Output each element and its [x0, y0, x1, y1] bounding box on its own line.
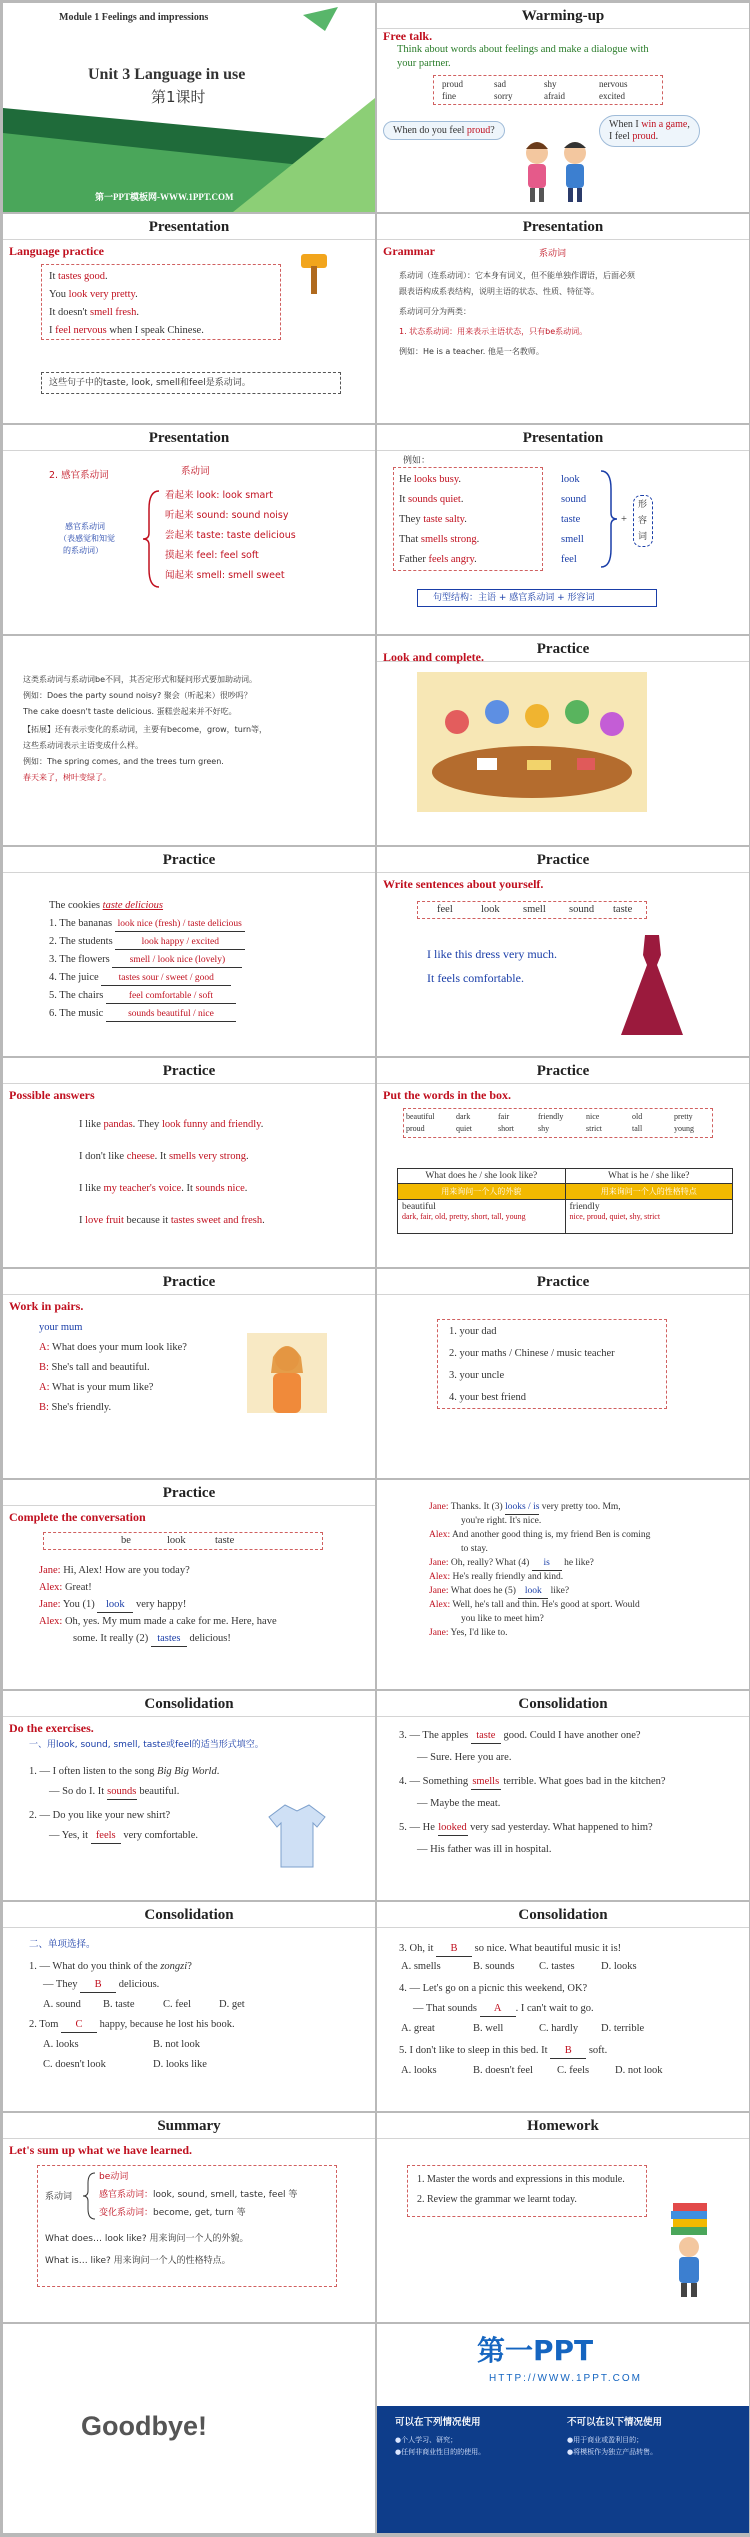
dialogue-line: Alex: Well, he's tall and thin. He's good at sport. Would [429, 1600, 640, 1610]
summary-label: 系动词 [45, 2192, 73, 2202]
slide-summary [3, 2113, 375, 2322]
slide-subtitle: Grammar [383, 244, 435, 258]
brace-icon [83, 2171, 97, 2221]
hammer-icon [287, 248, 337, 298]
summary-item: be动词 [99, 2172, 129, 2182]
question-reply: — So do I. It sounds beautiful. [49, 1785, 179, 1800]
slide-cover [3, 3, 375, 212]
dialogue-line: some. It really (2) tastes delicious! [73, 1632, 231, 1647]
question: 4. — Something smells terrible. What goes bad in the kitchen? [399, 1775, 666, 1790]
word: fair [498, 1112, 510, 1121]
forbidden-heading: 不可以在以下情况使用 [567, 2417, 663, 2428]
exercise-item: 1. The bananas look nice (fresh) / taste delicious [49, 917, 245, 932]
brand-text: 第一PPT模板网-WWW.1PPT.COM [95, 192, 234, 202]
option: A. smells [401, 1961, 441, 1972]
option: C. feels [557, 2065, 590, 2076]
note-line: 例如：The spring comes, and the trees turn green. [23, 757, 224, 766]
goodbye-text: Goodbye! [81, 2411, 207, 2441]
note-line: 【拓展】还有表示变化的系动词，主要有become，grow，turn等， [23, 725, 268, 734]
word: nice [586, 1112, 600, 1121]
option: D. looks [601, 1961, 637, 1972]
slide-consolidation-2 [377, 1691, 749, 1900]
question: 3. Oh, it B so nice. What beautiful music it is! [399, 1942, 621, 1957]
slide-subtitle: Put the words in the box. [383, 1088, 512, 1102]
slide-practice-completions [3, 847, 375, 1056]
slide-subtitle: Look and complete. [383, 650, 485, 664]
forbidden-line: ●用于商业或盈利目的； [567, 2436, 644, 2444]
verb-item: 尝起来 taste: taste delicious [165, 530, 296, 541]
answer-sentence: I love fruit because it tastes sweet and fresh. [79, 1215, 265, 1226]
note-line: 这类系动词与系动词be不同，其否定形式和疑问形式要加助动词。 [23, 675, 257, 684]
dialogue-line: Jane: You (1) look very happy! [39, 1598, 186, 1613]
word-table [397, 1168, 733, 1234]
brace-icon [143, 489, 163, 589]
slide-subtitle: Do the exercises. [9, 1721, 94, 1735]
slide-conversation-cont [377, 1480, 749, 1689]
slide-title: Presentation [3, 425, 375, 451]
word-box [433, 75, 663, 105]
option: C. hardly [539, 2023, 579, 2034]
question-reply: — They B delicious. [43, 1978, 159, 1993]
word: taste [613, 904, 633, 915]
dialogue-line: Alex: Oh, yes. My mum made a cake for me. Here, have [39, 1616, 277, 1627]
heading: 系动词 [181, 466, 210, 477]
question: 5. I don't like to sleep in this bed. It B soft. [399, 2044, 607, 2059]
dialogue-line: B: She's tall and beautiful. [39, 1362, 150, 1373]
slide-homework [377, 2113, 749, 2322]
slide-title: Practice [377, 636, 749, 662]
option: A. great [401, 2023, 435, 2034]
heading: 系动词 [539, 249, 567, 259]
slide-title: Practice [377, 847, 749, 873]
instruction: 二、单项选择。 [29, 1939, 96, 1950]
list-item: 2. your maths / Chinese / music teacher [449, 1348, 615, 1359]
slide-consolidation-4 [377, 1902, 749, 2111]
sentence: I feel nervous when I speak Chinese. [49, 325, 204, 336]
question: 2. Tom C happy, because he lost his book. [29, 2018, 235, 2033]
slide-possible-answers [3, 1058, 375, 1267]
word: proud [406, 1124, 425, 1133]
col-header: What does he / she look like? [398, 1169, 566, 1184]
word: excited [599, 91, 625, 101]
slide-title: Practice [3, 1480, 375, 1506]
list-item: 4. your best friend [449, 1392, 526, 1403]
grammar-line: 系动词（连系动词）：它本身有词义，但不能单独作谓语，后面必须 [399, 271, 635, 280]
shirt-picture [267, 1801, 327, 1871]
slide-write-sentences [377, 847, 749, 1056]
option: D. terrible [601, 2023, 645, 2034]
word: feel [437, 904, 453, 915]
word: shy [538, 1124, 550, 1133]
summary-item: 变化系动词：become, get, turn 等 [99, 2208, 246, 2218]
option: C. feel [163, 1999, 191, 2010]
word: short [498, 1124, 514, 1133]
question-bubble: When do you feel proud? [383, 121, 505, 140]
word: young [674, 1124, 694, 1133]
question: 1. — I often listen to the song Big Big World. [29, 1766, 220, 1777]
example-sentence: It sounds quiet. [399, 494, 464, 505]
slide-subtitle: Let's sum up what we have learned. [9, 2143, 193, 2157]
word: sorry [494, 91, 513, 101]
slide-subtitle: Language practice [9, 244, 104, 258]
allowed-line: ●任何非商业性目的的使用。 [395, 2448, 486, 2456]
answer-cell: friendly nice, proud, quiet, shy, strict [565, 1200, 733, 1234]
eg-label: 例如： [403, 456, 431, 466]
dialogue-line: A: What does your mum look like? [39, 1342, 187, 1353]
brand-logo: 第一PPT [477, 2334, 594, 2367]
example-sentence: He looks busy. [399, 474, 462, 485]
exercise-item: 3. The flowers smell / look nice (lovely) [49, 953, 242, 968]
plus-sign: + [621, 514, 627, 525]
usage-label: 用来询问一个人的性格特点 [565, 1184, 733, 1200]
dialogue-line: to stay. [461, 1544, 488, 1554]
example-sentence: They taste salty. [399, 514, 467, 525]
option: B. not look [153, 2039, 200, 2050]
list-item: 1. your dad [449, 1326, 497, 1337]
student-books-picture [661, 2199, 721, 2299]
option: B. sounds [473, 1961, 515, 1972]
question: 4. — Let's go on a picnic this weekend, OK? [399, 1983, 588, 1994]
answer-cell: beautiful dark, fair, old, pretty, short, tall, young [398, 1200, 566, 1234]
slide-work-in-pairs [3, 1269, 375, 1478]
module-title: Module 1 Feelings and impressions [59, 12, 209, 23]
word: smell [523, 904, 546, 915]
verb-word: look [561, 474, 580, 485]
word: dark [456, 1112, 471, 1121]
slide-title: Presentation [377, 214, 749, 240]
slide-goodbye [3, 2324, 375, 2533]
slide-complete-conversation [3, 1480, 375, 1689]
verb-word: taste [561, 514, 581, 525]
example-sentence: That smells strong. [399, 534, 480, 545]
slide-put-words [377, 1058, 749, 1267]
slide-subtitle: Possible answers [9, 1088, 95, 1102]
word: old [632, 1112, 643, 1121]
cover-decoration [3, 3, 375, 212]
answer-sentence: I like pandas. They look funny and friendly. [79, 1119, 264, 1130]
slide-title: Practice [3, 847, 375, 873]
sentence: It doesn't smell fresh. [49, 307, 139, 318]
dialogue-line: you're right. It's nice. [461, 1516, 542, 1526]
verb-word: feel [561, 554, 577, 565]
dialogue-line: Alex: And another good thing is, my friend Ben is coming [429, 1530, 651, 1540]
list-item: 3. your uncle [449, 1370, 505, 1381]
exercise-item: 4. The juice tastes sour / sweet / good [49, 971, 231, 986]
option: C. doesn't look [43, 2059, 106, 2070]
dialogue-line: A: What is your mum like? [39, 1382, 154, 1393]
kids-illustration [377, 3, 749, 212]
instruction-2: your partner. [397, 58, 451, 69]
word: proud [442, 79, 463, 89]
question-reply: — That sounds A . I can't wait to go. [413, 2002, 594, 2017]
word-box [403, 1108, 713, 1138]
dialogue-line: Jane: What does he (5) look like? [429, 1584, 569, 1599]
mum-picture [247, 1333, 327, 1413]
slide-language-practice [3, 214, 375, 423]
summary-item: 感官系动词：look, sound, smell, taste, feel 等 [99, 2190, 298, 2200]
dialogue-line: Jane: Thanks. It (3) looks / is very pretty too. Mm, [429, 1500, 621, 1515]
dialogue-line: Jane: Hi, Alex! How are you today? [39, 1565, 190, 1576]
option: B. doesn't feel [473, 2065, 533, 2076]
slide-title: Practice [3, 1269, 375, 1295]
slide-title: Warming-up [377, 3, 749, 29]
word: look [167, 1535, 186, 1546]
option: A. looks [43, 2039, 79, 2050]
dialogue-line: Alex: Great! [39, 1582, 92, 1593]
summary-line: What is… like? 用来询问一个人的性格特点。 [45, 2256, 231, 2266]
note-line: 这些系动词表示主语变成什么样。 [23, 741, 143, 750]
slide-title: Practice [377, 1269, 749, 1295]
dress-picture [617, 931, 687, 1041]
slide-subtitle: Complete the conversation [9, 1510, 146, 1524]
col-header: What is he / she like? [565, 1169, 733, 1184]
slide-subtitle: Write sentences about yourself. [383, 877, 544, 891]
sentence: It feels comfortable. [427, 971, 524, 985]
exercise-item: 2. The students look happy / excited [49, 935, 245, 950]
dialogue-line: B: She's friendly. [39, 1402, 112, 1413]
sentence: I like this dress very much. [427, 947, 557, 961]
slide-grammar [377, 214, 749, 423]
option: D. get [219, 1999, 245, 2010]
party-picture [417, 672, 647, 812]
instruction: 一、用look, sound, smell, taste或feel的适当形式填空。 [29, 1740, 264, 1750]
grammar-line: 跟表语构成系表结构，说明主语的状态、性质、特征等。 [399, 287, 599, 296]
question-reply: — Yes, it feels very comfortable. [49, 1829, 198, 1844]
slide-title: Consolidation [377, 1691, 749, 1717]
word: beautiful [406, 1112, 435, 1121]
option: D. looks like [153, 2059, 207, 2070]
adj-char: 容 [638, 516, 648, 526]
note-line: 春天来了，树叶变绿了。 [23, 773, 111, 782]
slide-grammar-notes [3, 636, 375, 845]
word: be [121, 1535, 131, 1546]
allowed-line: ●个人学习、研究； [395, 2436, 458, 2444]
verb-item: 听起来 sound: sound noisy [165, 510, 289, 521]
word: sad [494, 79, 506, 89]
pattern-text: 句型结构：主语 + 感官系动词 + 形容词 [433, 593, 595, 603]
slide-practice-list [377, 1269, 749, 1478]
lesson-title: 第1课时 [151, 88, 206, 106]
word: look [481, 904, 500, 915]
side-label: （表感觉和知觉 [59, 534, 115, 543]
summary-line: What does… look like? 用来询问一个人的外貌。 [45, 2234, 249, 2244]
slide-brand [377, 2324, 749, 2533]
example: 例如：He is a teacher. 他是一名教师。 [399, 347, 544, 356]
slide-warming-up [377, 3, 749, 212]
dialogue-line: Jane: Yes, I'd like to. [429, 1628, 508, 1638]
slide-title: Homework [377, 2113, 749, 2139]
slide-subtitle: Work in pairs. [9, 1299, 84, 1313]
option: D. not look [615, 2065, 663, 2076]
slide-subtitle: Free talk. [383, 29, 433, 43]
question-reply: — Maybe the meat. [417, 1798, 501, 1809]
note-text: 这些句子中的taste, look, smell和feel是系动词。 [49, 378, 251, 388]
summary-box [37, 2165, 337, 2287]
grammar-line: 1. 状态系动词：用来表示主语状态，只有be系动词。 [399, 327, 588, 336]
question: 5. — He looked very sad yesterday. What happened to him? [399, 1821, 653, 1836]
question-reply: — His father was ill in hospital. [417, 1844, 552, 1855]
slide-title: Summary [3, 2113, 375, 2139]
exercise-item: 6. The music sounds beautiful / nice [49, 1007, 236, 1022]
side-label: 的系动词） [63, 546, 103, 555]
adj-char: 词 [638, 532, 648, 542]
slide-title: Consolidation [377, 1902, 749, 1928]
side-label: 感官系动词 [65, 522, 105, 531]
slide-title: Practice [377, 1058, 749, 1084]
question: 1. — What do you think of the zongzi? [29, 1961, 192, 1972]
answer-sentence: I don't like cheese. It smells very strong. [79, 1151, 249, 1162]
grammar-line: 系动词可分为两类： [399, 307, 471, 316]
option: B. well [473, 2023, 504, 2034]
slide-title: Presentation [3, 214, 375, 240]
unit-title: Unit 3 Language in use [88, 66, 246, 83]
word: shy [544, 79, 557, 89]
option: C. tastes [539, 1961, 575, 1972]
example-sentence: Father feels angry. [399, 554, 477, 565]
slide-title: Practice [3, 1058, 375, 1084]
answer-bubble: When I win a game, I feel proud. [599, 115, 700, 147]
homework-item: 2. Review the grammar we learnt today. [417, 2194, 577, 2205]
sentence: You look very pretty. [49, 289, 138, 300]
word: sound [569, 904, 595, 915]
adj-char: 形 [638, 500, 648, 510]
question: 3. — The apples taste good. Could I have another one? [399, 1729, 641, 1744]
word: fine [442, 91, 456, 101]
example-item: The cookies taste delicious [49, 900, 164, 911]
category: 2. 感官系动词 [49, 470, 109, 481]
sentence: It tastes good. [49, 271, 108, 282]
slide-title: Consolidation [3, 1902, 375, 1928]
slide-sense-verbs [3, 425, 375, 634]
word: tall [632, 1124, 643, 1133]
verb-word: sound [561, 494, 587, 505]
exercise-item: 5. The chairs feel comfortable / soft [49, 989, 236, 1004]
question-reply: — Sure. Here you are. [417, 1752, 512, 1763]
option: A. looks [401, 2065, 437, 2076]
option: A. sound [43, 1999, 81, 2010]
allowed-heading: 可以在下列情况使用 [395, 2417, 481, 2428]
verb-item: 闻起来 smell: smell sweet [165, 570, 285, 581]
verb-item: 看起来 look: look smart [165, 490, 273, 501]
note-line: 例如：Does the party sound noisy? 聚会（听起来）很吵吗？ [23, 691, 252, 700]
brace-icon [599, 469, 619, 569]
word: afraid [544, 91, 565, 101]
dialogue-line: Alex: He's really friendly and kind. [429, 1572, 564, 1582]
word: friendly [538, 1112, 564, 1121]
verb-word: smell [561, 534, 584, 545]
word: quiet [456, 1124, 472, 1133]
slide-title: Consolidation [3, 1691, 375, 1717]
note-line: The cake doesn't taste delicious. 蛋糕尝起来并不好吃。 [23, 707, 237, 716]
option: B. taste [103, 1999, 135, 2010]
usage-label: 用来询问一个人的外貌 [398, 1184, 566, 1200]
question: 2. — Do you like your new shirt? [29, 1810, 171, 1821]
instruction-1: Think about words about feelings and make a dialogue with [397, 44, 649, 55]
verb-item: 摸起来 feel: feel soft [165, 550, 259, 561]
slide-look-complete [377, 636, 749, 845]
word: taste [215, 1535, 235, 1546]
word: strict [586, 1124, 602, 1133]
forbidden-line: ●将模板作为独立产品转售。 [567, 2448, 658, 2456]
slide-consolidation-1 [3, 1691, 375, 1900]
dialogue-line: Jane: Oh, really? What (4) is he like? [429, 1556, 594, 1571]
word: nervous [599, 79, 628, 89]
brand-url: HTTP://WWW.1PPT.COM [489, 2373, 642, 2384]
homework-item: 1. Master the words and expressions in this module. [417, 2174, 625, 2185]
slide-title: Presentation [377, 425, 749, 451]
dialogue-line: you like to meet him? [461, 1614, 544, 1624]
slide-consolidation-3 [3, 1902, 375, 2111]
word: pretty [674, 1112, 693, 1121]
answer-sentence: I like my teacher's voice. It sounds nice. [79, 1183, 248, 1194]
topic: your mum [39, 1322, 83, 1333]
slide-sense-examples [377, 425, 749, 634]
